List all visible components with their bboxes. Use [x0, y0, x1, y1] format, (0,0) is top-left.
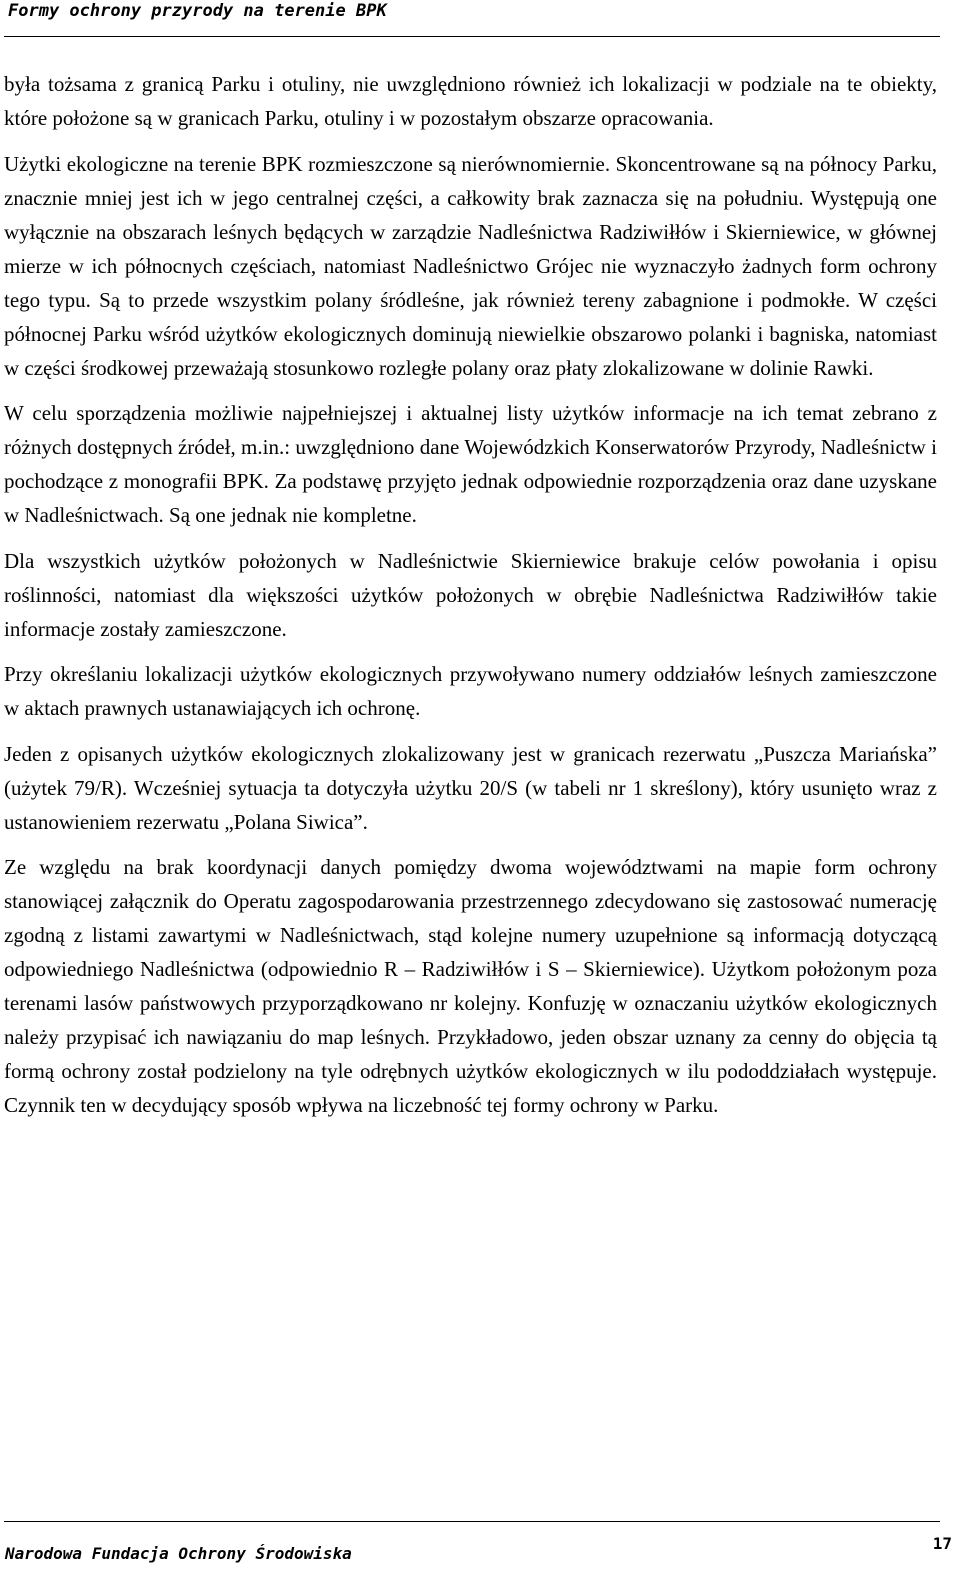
footer-organization: Narodowa Fundacja Ochrony Środowiska: [5, 1544, 352, 1563]
paragraph-5: Przy określaniu lokalizacji użytków ekologicznych przywoływano numery oddziałów leśnych zamieszczone w aktach prawnych ustanawiających ich ochronę.: [4, 662, 937, 720]
page-number: 17: [932, 1534, 952, 1553]
paragraph-6: Jeden z opisanych użytków ekologicznych zlokalizowany jest w granicach rezerwatu „Puszcza Mariańska” (użytek 79/R). Wcześniej sytuacja ta dotyczyła użytku 20/S (w tabeli nr 1 skreślony), który usunięto wraz z ustanowieniem rezerwatu „Polana Siwica”.: [4, 741, 937, 834]
body-text: [4, 67, 937, 1122]
paragraph-4: Dla wszystkich użytków położonych w Nadleśnictwie Skierniewice brakuje celów powołania i opisu roślinności, natomiast dla większości użytków położonych w obrębie Nadleśnictwa Radziwiłłów takie informacje zostały zamieszczone.: [4, 548, 937, 641]
page-header: [4, 0, 940, 37]
paragraph-7: Ze względu na brak koordynacji danych pomiędzy dwoma województwami na mapie form ochrony stanowiącej załącznik do Operatu zagospodarowania przestrzennego zdecydowano się zastosować numerację zgodną z listami zawartymi w Nadleśnictwach, stąd kolejne numery uzupełnione są informacją dotyczącą odpowiedniego Nadleśnictwa (odpowiednio R – Radziwiłłów i S – Skierniewice). Użytkom położonym poza terenami lasów państwowych przyporządkowano nr kolejny. Konfuzję w oznaczaniu użytków ekologicznych należy przypisać ich nawiązaniu do map leśnych. Przykładowo, jeden obszar uznany za cenny do objęcia tą formą ochrony został podzielony na tyle odrębnych użytków ekologicznych w ilu pododdziałach występuje. Czynnik ten w decydujący sposób wpływa na liczebność tej formy ochrony w Parku.: [4, 855, 937, 1117]
paragraph-3: W celu sporządzenia możliwie najpełniejszej i aktualnej listy użytków informacje na ich temat zebrano z różnych dostępnych źródeł, m.in.: uwzględniono dane Wojewódzkich Konserwatorów Przyrody, Nadleśnictw i pochodzące z monografii BPK. Za podstawę przyjęto jednak odpowiednie rozporządzenia oraz dane uzyskane w Nadleśnictwach. Są one jednak nie kompletne.: [4, 401, 937, 527]
paragraph-1: była tożsama z granicą Parku i otuliny, nie uwzględniono również ich lokalizacji w podziale na te obiekty, które położone są w granicach Parku, otuliny i w pozostałym obszarze opracowania.: [4, 72, 937, 130]
running-header-title: Formy ochrony przyrody na terenie BPK: [8, 1, 387, 21]
paragraph-2: Użytki ekologiczne na terenie BPK rozmieszczone są nierównomiernie. Skoncentrowane są na północy Parku, znacznie mniej jest ich w jego centralnej części, a całkowity brak zaznacza się na południu. Występują one wyłącznie na obszarach leśnych będących w zarządzie Nadleśnictwa Radziwiłłów i Skierniewice, w głównej mierze w ich północnych częściach, natomiast Nadleśnictwo Grójec nie wyznaczyło żadnych form ochrony tego typu. Są to przede wszystkim polany śródleśne, jak również tereny zabagnione i podmokłe. W części północnej Parku wśród użytków ekologicznych dominują niewielkie obszarowo polanki i bagniska, natomiast w części środkowej przeważają stosunkowo rozległe polany oraz płaty zlokalizowane w dolinie Rawki.: [4, 151, 937, 380]
footer-divider: [4, 1521, 940, 1522]
